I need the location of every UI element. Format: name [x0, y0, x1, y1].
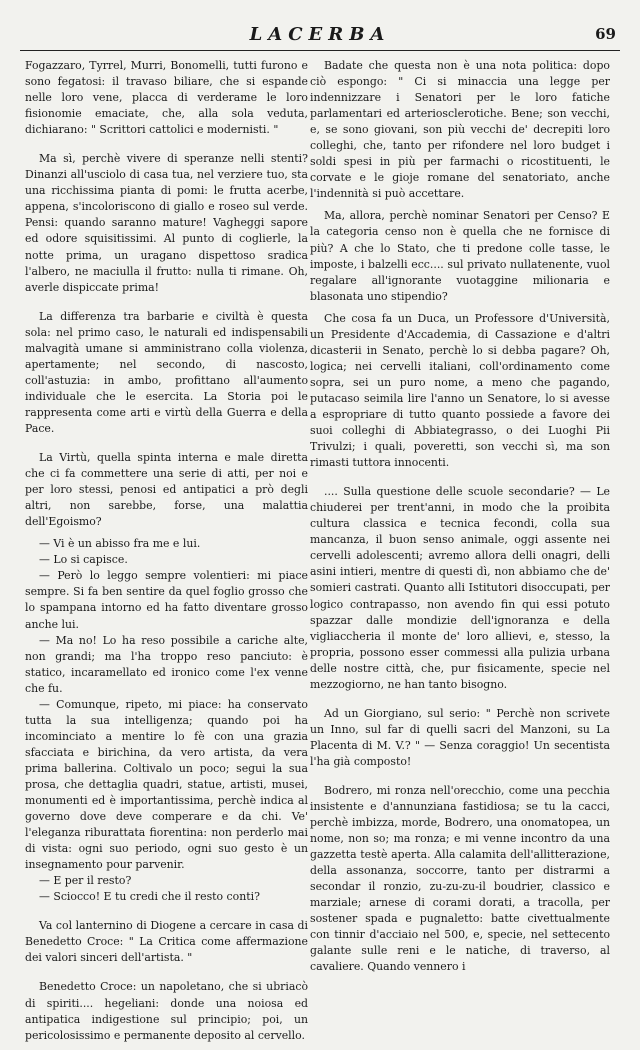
- paragraph: Ma sì, perchè vivere di speranze nelli stenti? Dinanzi all'usciolo di casa tua, nel verziere tuo, sta una ricchissima pianta di pomi: le frutta acerbe, appena, s'incoloriscono di giallo e roseo sul verde. Pensi: quando saranno mature! Vagheggi sapore ed odore squisitissimi. Al punto di coglierle, la notte prima, un uragano dispettoso sradica l'albero, ne maciulla il frutto: nulla ti rimane. Oh, averle dispiccate prima!: [25, 152, 308, 294]
- paragraph: Fogazzaro, Tyrrel, Murri, Bonomelli, tutti furono e sono fegatosi: il travaso biliare, che si espande nelle loro vene, placca di verderame le loro fisionomie emaciate, che, alla sola veduta, dichiarano: " Scrittori cattolici e modernisti. ": [25, 59, 308, 137]
- dialogue-line: — Vi è un abisso fra me e lui.: [39, 537, 201, 551]
- dialogue-line: — Però lo leggo sempre volentieri: mi piace sempre. Si fa ben sentire da quel foglio grosso che lo spampana intorno ed ha fatto diventare grosso anche lui.: [25, 569, 308, 631]
- paragraph: La Virtù, quella spinta interna e male diretta che ci fa commettere una serie di atti, per noi e per loro stessi, penosi ed antipatici a prò degli altri, non sarebbe, forse, una malattia dell'Egoismo?: [25, 451, 308, 529]
- header-rule: [20, 50, 620, 51]
- masthead-title: LACERBA: [249, 24, 391, 45]
- paragraph: Bodrero, mi ronza nell'orecchio, come una pecchia insistente e d'annunziana fastidiosa; se tu la cacci, perchè imbizza, morde, Bodrero, una onomatopea, un nome, non so; ma ronza; e mi venne incontro da una gazzetta testè aperta. Alla calamita dell'allitterazione, della assonanza, soccorre, tanto per distrarmi a secondar il ronzio, zu-zu-zu-il boudrier, classico e marziale; arnese di corami dorati, a tracolla, per sostener spada e pugnaletto: batte civettualmente con tinnir d'acciaio nel 500, e, specie, nel settecento galante sulle reni e le natiche, di traverso, al cavaliere. Quando vennero i: [310, 783, 610, 974]
- paragraph: Badate che questa non è una nota politica: dopo ciò espongo: " Ci si minaccia una legge per indennizzare i Senatori per le loro fatiche parlamentari ed arteriosclerotiche. Bene; son vecchi, e, se sono giovani, son più vecchi de' decrepiti loro colleghi, che, tanto per rifondere nel loro budget i soldi spesi in più per farmachi o ricostituenti, le corvate e le gioje romane del senatoriato, anche l'indennità si può accettare.: [310, 59, 610, 201]
- paragraph: Benedetto Croce: un napoletano, che si ubriacò di spiriti.... hegeliani: donde una noiosa ed antipatica indigestione sul principio; poi, un pericolosissimo e permanente deposito al cervello.: [25, 980, 308, 1042]
- dialogue-line: — Lo si capisce.: [39, 553, 128, 567]
- dialogue-line: — E per il resto?: [39, 874, 132, 888]
- dialogue-line: — Comunque, ripeto, mi piace: ha conservato tutta la sua intelligenza; quando poi ha incominciato a mentire lo fè con una grazia sfacciata e birichina, da vero artista, da vera prima ballerina. Coltivalo un poco; segui la sua prosa, che dettaglia quadri, statue, artisti, musei, monumenti ed è importantissima, perchè indica al governo dove deve comperare e da chi. Ve' l'eleganza riburattata fiorentina: non perderlo mai di vista: ogni suo periodo, ogni suo gesto è un insegnamento pour parvenir.: [25, 697, 308, 872]
- paragraph: Che cosa fa un Duca, un Professore d'Università, un Presidente d'Accademia, di Cassazione e d'altri dicasterii in Senato, perchè lo si debba pagare? Oh, logica; nei cervelli italiani, coll'ordinamento come sopra, sei un puro nome, a meno che pagando, putacaso seimila lire l'anno un Senatore, lo si avesse a espropriare di tutto quanto possiede a favore dei suoi colleghi di Abbiategrasso, o dei Luoghi Pii Trivulzi; i quali, poveretti, son vecchi sì, ma son rimasti tuttora innocenti.: [310, 311, 610, 470]
- paragraph: Va col lanternino di Diogene a cercare in casa di Benedetto Croce: " La Critica come affermazione dei valori sinceri dell'artista. ": [25, 919, 308, 965]
- paragraph: La differenza tra barbarie e civiltà è questa sola: nel primo caso, le naturali ed indispensabili malvagità umane si amministrano colla violenza, apertamente; nel secondo, di nascosto, coll'astuzia: in ambo, profittano all'aumento individuale che le esercita. La Storia poi le rappresenta come arti e virtù della Guerra e della Pace.: [25, 309, 308, 435]
- dialogue-line: — Sciocco! E tu credi che il resto conti?: [39, 890, 260, 904]
- left-column: [25, 58, 308, 1050]
- paragraph: Ma, allora, perchè nominar Senatori per Censo? E la categoria censo non è quella che ne fornisce di più? A che lo Stato, che ti predone colle tasse, le imposte, i balzelli ecc.... sul privato nullatenente, vuol regalare all'ignorante vuotaggine milionaria e blasonata uno stipendio?: [310, 209, 610, 303]
- page-number: 69: [595, 25, 616, 43]
- paragraph: .... Sulla questione delle scuole secondarie? — Le chiuderei per trent'anni, in modo che la proibita cultura classica e tecnica fecondi, colla sua mancanza, il buon senso animale, oggi assente nei cervelli adolescenti; avremo allora delli onagri, delli asini intieri, mentre di questi dì, non abbiamo che de' somieri castrati. Quanto alli Istitutori disoccupati, per logico contrapasso, non avendo fin qui essi potuto spazzar dalle mondizie dell'ignoranza e della vigliaccheria il monte de' loro allievi, e, stesso, la propria, possono esser commessi alla pulizia urbana delle nostre città, che, pur fisicamente, specie nel mezzogiorno, ne han tanto bisogno.: [310, 485, 610, 691]
- dialogue-line: — Ma no! Lo ha reso possibile a cariche alte, non grandi; ma l'ha troppo reso panciuto: è statico, incaramellato ed ironico come l'ex venne che fu.: [25, 633, 308, 695]
- page-header: [24, 20, 616, 50]
- paragraph: Ad un Giorgiano, sul serio: " Perchè non scrivete un Inno, sul far di quelli sacri del Manzoni, su La Placenta di M. V.? " — Senza coraggio! Un secentista l'ha già composto!: [310, 706, 610, 768]
- right-column: [310, 58, 610, 982]
